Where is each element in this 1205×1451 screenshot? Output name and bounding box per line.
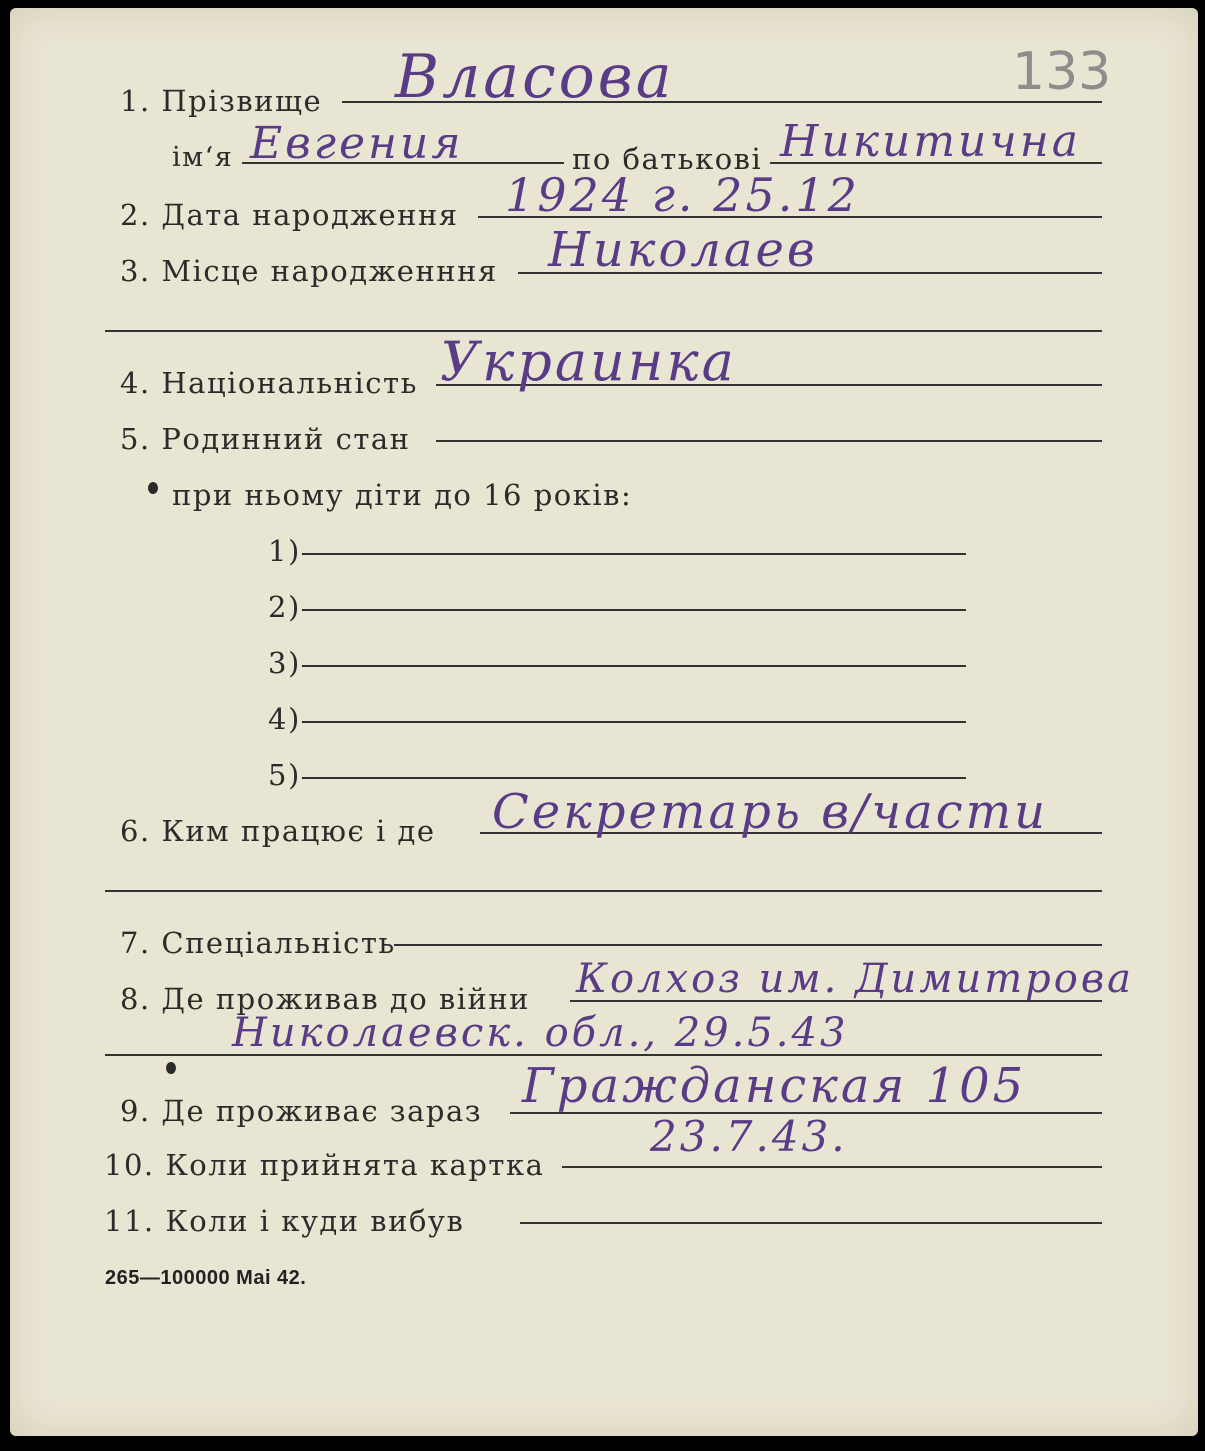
current-residence-label: 9. Де проживає зараз (120, 1094, 483, 1128)
departure-label: 11. Коли і куди вибув (104, 1204, 465, 1238)
name-label: ім‘я (172, 142, 234, 173)
occupation-line-2 (105, 890, 1102, 892)
prewar-residence-value-2: Николаевск. обл., 29.5.43 (232, 1010, 849, 1056)
child-1-line (302, 553, 966, 555)
marital-status-label: 5. Родинний стан (120, 422, 411, 456)
prewar-residence-value-1: Колхоз им. Димитрова (576, 956, 1134, 1002)
current-residence-value: Гражданская 105 (522, 1058, 1027, 1114)
departure-line (520, 1222, 1102, 1224)
child-5-line (302, 777, 966, 779)
child-4-line (302, 721, 966, 723)
card-accepted-value: 23.7.43. (650, 1112, 848, 1161)
child-2-line (302, 609, 966, 611)
child-5-label: 5) (268, 758, 301, 792)
surname-value: Власова (395, 42, 675, 112)
patronymic-label: по батькові (572, 142, 763, 176)
birth-date-value: 1924 г. 25.12 (505, 168, 860, 222)
surname-label: 1. Прізвище (120, 84, 323, 118)
birth-place-value: Николаев (548, 222, 818, 278)
specialty-label: 7. Спеціальність (120, 926, 396, 960)
child-4-label: 4) (268, 702, 301, 736)
page-number: 133 (1012, 42, 1112, 102)
punch-mark (148, 482, 158, 494)
punch-mark (166, 1062, 176, 1074)
patronymic-value: Никитична (780, 116, 1081, 167)
child-1-label: 1) (268, 534, 301, 568)
birth-place-label: 3. Місце народженння (120, 254, 498, 288)
child-3-label: 3) (268, 646, 301, 680)
nationality-label: 4. Національність (120, 366, 418, 400)
specialty-line (394, 944, 1102, 946)
card-accepted-label: 10. Коли прийнята картка (104, 1148, 545, 1182)
nationality-value: Украинка (440, 330, 737, 393)
name-value: Евгения (250, 118, 464, 169)
birth-date-label: 2. Дата народження (120, 198, 459, 232)
child-2-label: 2) (268, 590, 301, 624)
children-label: при ньому діти до 16 років: (172, 478, 633, 512)
occupation-label: 6. Ким працює і де (120, 814, 436, 848)
occupation-value: Секретарь в/части (492, 784, 1049, 840)
prewar-residence-label: 8. Де проживав до війни (120, 982, 530, 1016)
marital-status-line (436, 440, 1102, 442)
card-accepted-line (562, 1166, 1102, 1168)
print-code: 265—100000 Mai 42. (105, 1267, 307, 1289)
child-3-line (302, 665, 966, 667)
